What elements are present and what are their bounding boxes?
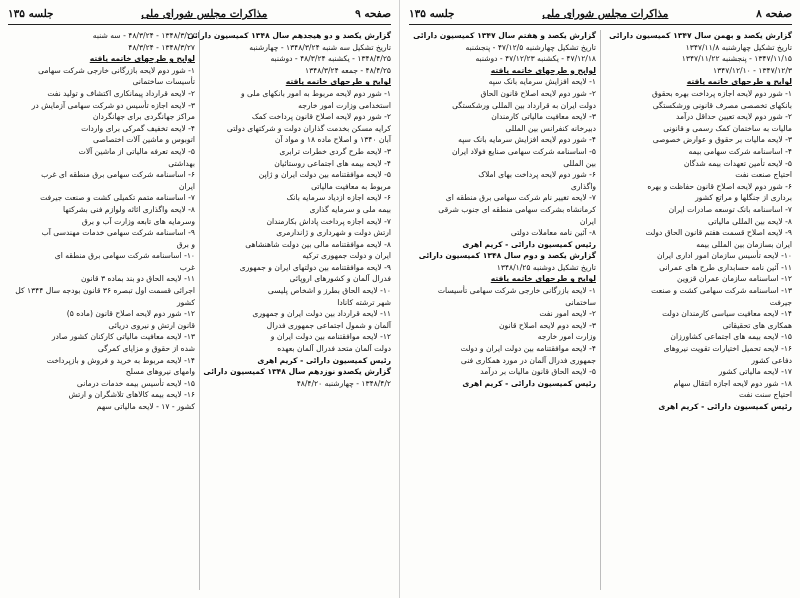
text-line: ۸- آئین نامه معاملات دولتی (510, 228, 596, 238)
text-line: ۸- لایحه واگذاری اثاثه ولوازم فنی بشرکتها (63, 204, 195, 214)
text-line: ۴- اساسنامه شرکت سهامی بیمه (688, 146, 792, 156)
text-line: ایران بسازمان بین المللی بیمه (696, 239, 792, 249)
text-line: برداری از جنگلها و مراتع کشور (695, 193, 792, 203)
text-line: ۴۸/۴/۲۵ - جمعه ۱۳۴۸/۳/۲۴ (305, 65, 391, 75)
text-line: ۹- اساسنامه شرکت سهامی خدمات مهندسی آب (41, 228, 195, 238)
text-line: ۷- اساسنامه متمم تکمیلی کشت و صنعت جیرفت (40, 193, 195, 203)
text-line: ۲- شور دوم لایحه اصلاح قانون الحاق (480, 88, 596, 98)
text-line: بهداشتی (168, 158, 195, 168)
text-line: ۳- لایحه مالیات بر حقوق و عوارض خصوصی (652, 135, 792, 145)
text-line: گزارش یکصد و بهمن سال ۱۳۴۷ کمیسیون دارائی (609, 31, 792, 40)
text-line: گزارش یکصد و دوم سال ۱۳۴۸ کمیسیون دارائی (418, 251, 596, 261)
text-line: ۵- اساسنامه شرکت سهامی صنایع فولاد ایران (452, 146, 596, 156)
text-line: کرمانشاه بشرکت سهامی منطقه ای جنوب شرقی (438, 204, 596, 214)
text-line: ۳- لایحه معافیت مالیاتی کارمندان (491, 112, 596, 122)
text-line: فدرال آلمان و کشورهای اروپائی (289, 274, 391, 284)
left-page-title: مذاکرات مجلس شورای ملی (141, 8, 268, 20)
text-line: تاریخ تشکیل سه شنبه ۱۳۴۸/۳/۲۴ - چهارشنبه (249, 42, 391, 52)
right-session-number: جلسه ۱۳۵ (409, 8, 455, 20)
text-line: ۴- لایحه تخفیف گمرکی برای واردات (81, 123, 195, 133)
text-line: ۲- شور دوم لایحه اصلاح قانون پرداخت کمک (251, 112, 391, 122)
text-line: احتیاج صنعت نفت (735, 170, 792, 180)
text-line: ۱۰- لایحه تأسیس سازمان امور اداری ایران (657, 251, 792, 261)
text-line: جمهوری فدرال آلمان در مورد همکاری فنی (460, 355, 596, 365)
text-line: ۱۱- لایحه الحاق دو بند بماده ۳ قانون (80, 274, 195, 284)
text-line: ۱۲- لایحه موافقتنامه بین دولت ایران و (270, 332, 391, 342)
text-line: قانون ارتش و نیروی دریائی (108, 320, 195, 330)
text-line: ساختمانی (565, 297, 596, 307)
text-line: وزارت امور خارجه (537, 332, 596, 342)
text-line: ۵- لایحه تأمین تعهدات بیمه شدگان (683, 158, 792, 168)
text-line: گزارش یکصدو نوزدهم سال ۱۳۴۸ کمیسیون دارائی (203, 367, 391, 377)
text-line: ۱۳۴۷/۱۱/۱۵ - پنجشنبه ۱۳۴۷/۱۱/۲۲ (681, 54, 792, 64)
text-line: مالیات به ساختمان کمک رسمی و قانونی (663, 123, 792, 133)
text-line: ۱- لایحه بازرگانی خارجی شرکت سهامی تأسیسات (437, 286, 596, 296)
text-line: لوایح و طرحهای خاتمه یافته (490, 274, 596, 284)
text-line: ۶- لایحه اجازه ازدیاد سرمایه بانک (286, 193, 391, 203)
text-line: لوایح و طرحهای خاتمه یافته (285, 77, 391, 87)
right-page-title: مذاکرات مجلس شورای ملی (542, 8, 669, 20)
column-divider (600, 30, 601, 590)
left-page-number: صفحه ۹ (355, 8, 391, 20)
header-rule (8, 24, 391, 25)
text-line: ۱- شور دوم لایحه اجازه پرداخت بهره بحقوق (651, 88, 792, 98)
left-page-header (8, 6, 391, 22)
text-line: ۳- لایحه دوم لایحه اصلاح قانون (498, 320, 596, 330)
text-line: رئیس کمیسیون دارائی - کریم اهری (658, 402, 792, 411)
text-line: ایران و دولت جمهوری ترکیه (302, 251, 391, 261)
text-line: ۱۳۴۸/۴/۲۵ - یکشنبه ۴۸/۳/۲۴ - دوشنبه (270, 54, 391, 64)
right-page (401, 0, 800, 598)
text-line: ۱۳- لایحه معافیت مالیاتی کارکنان کشور صادر (51, 332, 195, 342)
text-line: ۱۵- لایحه تأسیس بیمه خدمات درمانی (76, 378, 195, 388)
text-line: ۱۰- لایحه الحاق بطرز و اشخاص پلیسی (267, 286, 391, 296)
text-line: ۱۳- اساسنامه شرکت سهامی کشت و صنعت (651, 286, 792, 296)
text-line: وسرمایه های تابعه وزارت آب و برق (81, 216, 195, 226)
text-line: گزارش یکصد و هفتم سال ۱۳۴۷ کمیسیون دارائی (413, 31, 596, 40)
text-line: ۱۳۴۸/۳/۲۷ - ۴۸/۳/۲۴ - سه شنبه (92, 31, 195, 40)
text-line: لوایح و طرحهای خاتمه یافته (686, 77, 792, 87)
text-line: ۴- لایحه موافقتنامه بین دولت ایران و دولت (460, 344, 596, 354)
text-line: بانکهای تخصصی مصرف قانونی ورشکستگی (652, 100, 792, 110)
text-line: ۸- لایحه موافقتنامه مالی بین دولت شاهنشاهی (245, 239, 391, 249)
text-line: ۷- لایحه تغییر نام شرکت سهامی برق منطقه ای (445, 193, 596, 203)
text-line: ایران (579, 216, 596, 226)
text-line: ۵- لایحه الحاق قانون مالیات بر درآمد (480, 367, 596, 377)
text-line: ۲- لایحه قرارداد پیمانکاری اکتشاف و تولید نفت (47, 88, 195, 98)
right-page-column-right (606, 30, 792, 594)
text-line: ۱۲- شور دوم لایحه اصلاح قانون (ماده ۵) (66, 309, 195, 319)
text-line: رئیس کمیسیون دارائی - کریم اهری (462, 378, 596, 388)
text-line: رئیس کمیسیون دارائی - کریم اهری (462, 239, 596, 249)
text-line: تاریخ تشکیل چهارشنبه ۴۷/۱۲/۵ - پنجشنبه (465, 42, 596, 52)
text-line: وامهای نیروهای مسلح (125, 367, 195, 377)
text-line: لوایح و طرحهای خاتمه یافته (89, 54, 195, 64)
text-line: بیمه ملی و سرمایه گذاری (309, 204, 391, 214)
text-line: جیرفت (769, 297, 792, 307)
text-line: ۷- لایحه اجازه پرداخت پاداش بکارمندان (266, 216, 391, 226)
text-line: ۱۶- لایحه تحمیل اختیارات تقویت نیروهای (663, 344, 792, 354)
text-line: تأسیسات ساختمانی (132, 77, 195, 87)
text-line: ۴- شور دوم لایحه افزایش سرمایه بانک سپه (458, 135, 596, 145)
text-line: ۹- لایحه اصلاح قسمت هفتم قانون الحاق دولت (645, 228, 792, 238)
text-line: ۱۳۴۸/۳/۲۷ - ۴۸/۳/۲۴ (128, 42, 195, 52)
text-line: ۱۵- لایحه بیمه های اجتماعی کشاورزان (670, 332, 792, 342)
header-rule (409, 24, 792, 25)
text-line: کرایه مسکن بخدمت گذاران دولت و شرکتهای دولتی (226, 123, 391, 133)
right-page-column-left (410, 30, 596, 594)
text-line: ۵- لایحه موافقتنامه بین دولت ایران و ژاپن (258, 170, 391, 180)
text-line: لوایح و طرحهای خاتمه یافته (490, 65, 596, 75)
left-session-number: جلسه ۱۳۵ (8, 8, 54, 20)
text-line: ایران (178, 181, 195, 191)
text-line: ۱۰- اساسنامه شرکت سهامی برق منطقه ای (54, 251, 195, 261)
text-line: تاریخ تشکیل چهارشنبه ۱۳۴۷/۱۱/۸ (685, 42, 792, 52)
text-line: همکاری های تحقیقاتی (722, 320, 792, 330)
text-line: دولت آلمان متحد فدرال آلمان بعهده (277, 344, 391, 354)
text-line: شهر ترشته کانادا (337, 297, 391, 307)
text-line: آبان ۱۳۴۰ و اصلاح ماده ۱۸ و مواد آن (274, 135, 391, 145)
text-line: ۷- اساسنامه بانک توسعه صادرات ایران (668, 204, 792, 214)
text-line: تاریخ تشکیل دوشنبه ۱۳۴۸/۱/۲۵ (496, 262, 596, 272)
text-line: غرب (179, 262, 195, 272)
text-line: مربوط به معافیت مالیاتی (311, 181, 391, 191)
text-line: ۴۷/۱۲/۱۸ - یکشنبه ۴۷/۱۲/۲۳ - دوشنبه (475, 54, 596, 64)
text-line: ۵- لایحه تعرفه مالیاتی از ماشین آلات (78, 146, 195, 156)
text-line: ۱۲- اساسنامه سازمان عمران قزوین (677, 274, 792, 284)
text-line: ۱۴- لایحه مربوط به خرید و فروش و بازپرداخت (46, 355, 195, 365)
text-line: دبیرخانه کنفرانس بین المللی (505, 123, 596, 133)
text-line: شده از حقوق و مزایای کمرگی (97, 344, 195, 354)
right-page-number: صفحه ۸ (756, 8, 792, 20)
text-line: استخدامی وزارت امور خارجه (298, 100, 391, 110)
text-line: ۴- لایحه بیمه های اجتماعی روستائیان (274, 158, 391, 168)
text-line: ۱۴- لایحه معافیت سیاسی کارمندان دولت (662, 309, 792, 319)
text-line: ۱۳۴۷/۱۲/۳ - ۱۳۴۷/۱۲/۱۰ (713, 65, 792, 75)
text-line: ۱۱- لایحه قرارداد بین دولت ایران و جمهوری (252, 309, 391, 319)
text-line: ۲- لایحه امور نفت (539, 309, 596, 319)
text-line: ۳- لایحه طرح گردی خطرات ترابری (279, 146, 391, 156)
text-line: واگذاری (570, 181, 596, 191)
text-line: ۱۱- آئین نامه حسابداری طرح های عمرانی (659, 262, 792, 272)
text-line: ۸- لایحه بین المللی مالیاتی (707, 216, 792, 226)
right-page-header (409, 6, 792, 22)
text-line: ۶- شور دوم لایحه اصلاح قانون حفاظت و بهره (647, 181, 792, 191)
text-line: اتوبوس و ماشین آلات اختصاصی (93, 135, 195, 145)
text-line: ۲- شور دوم لایحه تعیین حداقل درآمد (676, 112, 792, 122)
text-line: ۱- لایحه افزایش سرمایه بانک سپه (488, 77, 596, 87)
text-line: ۶- شور دوم لایحه پرداخت بهای املاک (478, 170, 596, 180)
text-line: بین المللی (563, 158, 596, 168)
text-line: آلمان و شمول اجتماعی جمهوری فدرال (266, 320, 391, 330)
text-line: ۹- لایحه موافقتنامه بین دولتهای ایران و جمهوری (239, 262, 391, 272)
left-page-column-left (9, 30, 195, 594)
text-line: کشور - ۱۷ - لایحه مالیاتی سهم (96, 402, 195, 411)
text-line: دولت ایران به قرارداد بین المللی ورشکستگی (452, 100, 596, 110)
text-line: احتیاج سنت نفت (739, 390, 792, 400)
text-line: و برق (176, 239, 195, 249)
text-line: کشور (177, 297, 195, 307)
text-line: ۶- اساسنامه شرکت سهامی برق منطقه ای غرب (41, 170, 195, 180)
text-line: اجرائی قسمت اول تبصره ۳۶ قانون بودجه سال ۱۳۴۴ کل (15, 286, 195, 296)
text-line: ۱۶- لایحه بیمه کالاهای تلاشگران و ارتش (68, 390, 195, 400)
text-line: ۳- لایحه اجازه تأسیس دو شرکت سهامی آزمایش در (31, 100, 195, 110)
text-line: ارتش دولت و شهرداری و ژاندارمری (276, 228, 391, 238)
text-line: ۱۳۴۸/۴/۲ - چهارشنبه ۴۸/۴/۲۰ (296, 378, 391, 388)
text-line: گزارش یکصد و دو هیجدهم سال ۱۳۴۸ کمیسیون دارائی (187, 31, 391, 40)
text-line: ۱۷- لایحه مالیاتی کشور (718, 367, 792, 377)
text-line: ۱- شور دوم لایحه مربوط به امور بانکهای ملی و (240, 88, 391, 98)
text-line: ۱۸- شور دوم لایحه اجازه انتقال سهام (673, 378, 792, 388)
text-line: مراکز جهانگردی برای جهانگردان (92, 112, 195, 122)
text-line: ۱- شور دوم لایحه بازرگانی خارجی شرکت سهامی (38, 65, 195, 75)
text-line: دفاعی کشور (751, 355, 792, 365)
column-divider (199, 30, 200, 590)
text-line: رئیس کمیسیون دارائی - کریم اهری (257, 355, 391, 365)
